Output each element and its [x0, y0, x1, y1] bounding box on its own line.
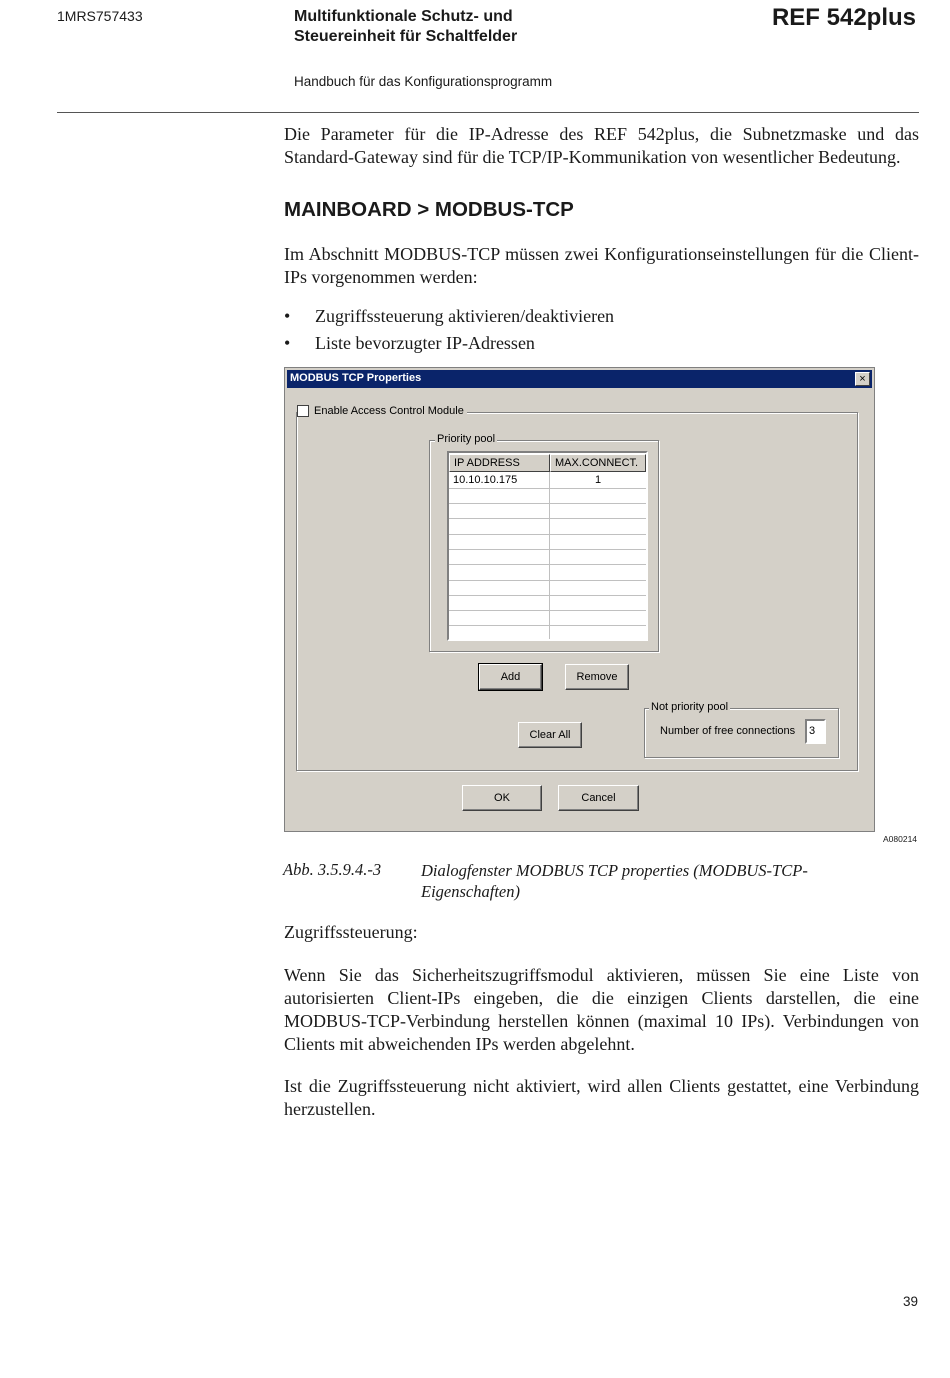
priority-pool-label: Priority pool	[437, 433, 496, 445]
list-item: • Zugriffssteuerung aktivieren/deaktivieren	[284, 303, 614, 330]
modbus-tcp-dialog	[284, 367, 875, 832]
access-control-paragraph: Wenn Sie das Sicherheitszugriffsmodul aktivieren, müssen Sie eine Liste von autorisierten Client-IPs eingeben, die die einzigen Clients darstellen, die eine MODBUS-TCP-Verbindung herstellen können (maximal 10 IPs). Verbindungen von Clients mit abweichenden IPs werden abgelehnt.	[284, 965, 919, 1054]
enable-access-control-checkbox[interactable]	[297, 405, 309, 417]
figure-caption: Dialogfenster MODBUS TCP properties (MODBUS-TCP-Eigenschaften)	[421, 861, 808, 901]
header-divider	[57, 112, 919, 113]
free-connections-label: Number of free connections	[660, 725, 796, 737]
bullet-list	[284, 303, 614, 357]
table-cell-max-connect[interactable]: 1	[595, 474, 602, 486]
ok-button[interactable]: OK	[462, 785, 542, 811]
cancel-button[interactable]: Cancel	[558, 785, 639, 811]
figure-number: Abb. 3.5.9.4.-3	[283, 860, 382, 879]
disabled-control-paragraph: Ist die Zugriffssteuerung nicht aktiviert, wird allen Clients gestattet, eine Verbindung herzustellen.	[284, 1076, 919, 1119]
figure-code: A080214	[883, 834, 918, 844]
enable-access-control[interactable]	[297, 405, 467, 417]
dialog-title: MODBUS TCP Properties	[290, 372, 422, 384]
close-icon[interactable]: ×	[855, 372, 870, 386]
section-paragraph: Im Abschnitt MODBUS-TCP müssen zwei Konfigurationseinstellungen für die Client-IPs vorgenommen werden:	[284, 244, 919, 287]
header-title-line1: Multifunktionale Schutz- und	[294, 8, 513, 25]
dialog-titlebar	[287, 370, 872, 388]
list-item: • Liste bevorzugter IP-Adressen	[284, 330, 614, 357]
add-button[interactable]: Add	[479, 664, 542, 690]
subheading: Zugriffssteuerung:	[284, 922, 418, 942]
section-heading: MAINBOARD > MODBUS-TCP	[284, 198, 574, 221]
table-cell-ip[interactable]: 10.10.10.175	[453, 474, 518, 486]
priority-pool-table[interactable]	[447, 451, 648, 641]
enable-access-control-label: Enable Access Control Module	[314, 405, 464, 417]
free-connections-field[interactable]: 3	[805, 719, 826, 744]
clear-all-button[interactable]: Clear All	[518, 722, 582, 748]
product-name: REF 542plus	[771, 4, 916, 31]
header-title	[294, 7, 517, 47]
header-title-line2: Steuereinheit für Schaltfelder	[294, 28, 518, 45]
page-number: 39	[903, 1294, 919, 1309]
column-header-max-connect[interactable]: MAX.CONNECT.	[550, 454, 646, 472]
header-subtitle: Handbuch für das Konfigurationsprogramm	[294, 74, 553, 89]
column-header-ip-address[interactable]: IP ADDRESS	[449, 454, 550, 472]
remove-button[interactable]: Remove	[565, 664, 629, 690]
document-id: 1MRS757433	[57, 8, 143, 24]
not-priority-pool-label: Not priority pool	[651, 701, 729, 713]
intro-paragraph: Die Parameter für die IP-Adresse des REF 542plus, die Subnetzmaske und das Standard-Gateway sind für die TCP/IP-Kommunikation von wesentlicher Bedeutung.	[284, 124, 919, 167]
